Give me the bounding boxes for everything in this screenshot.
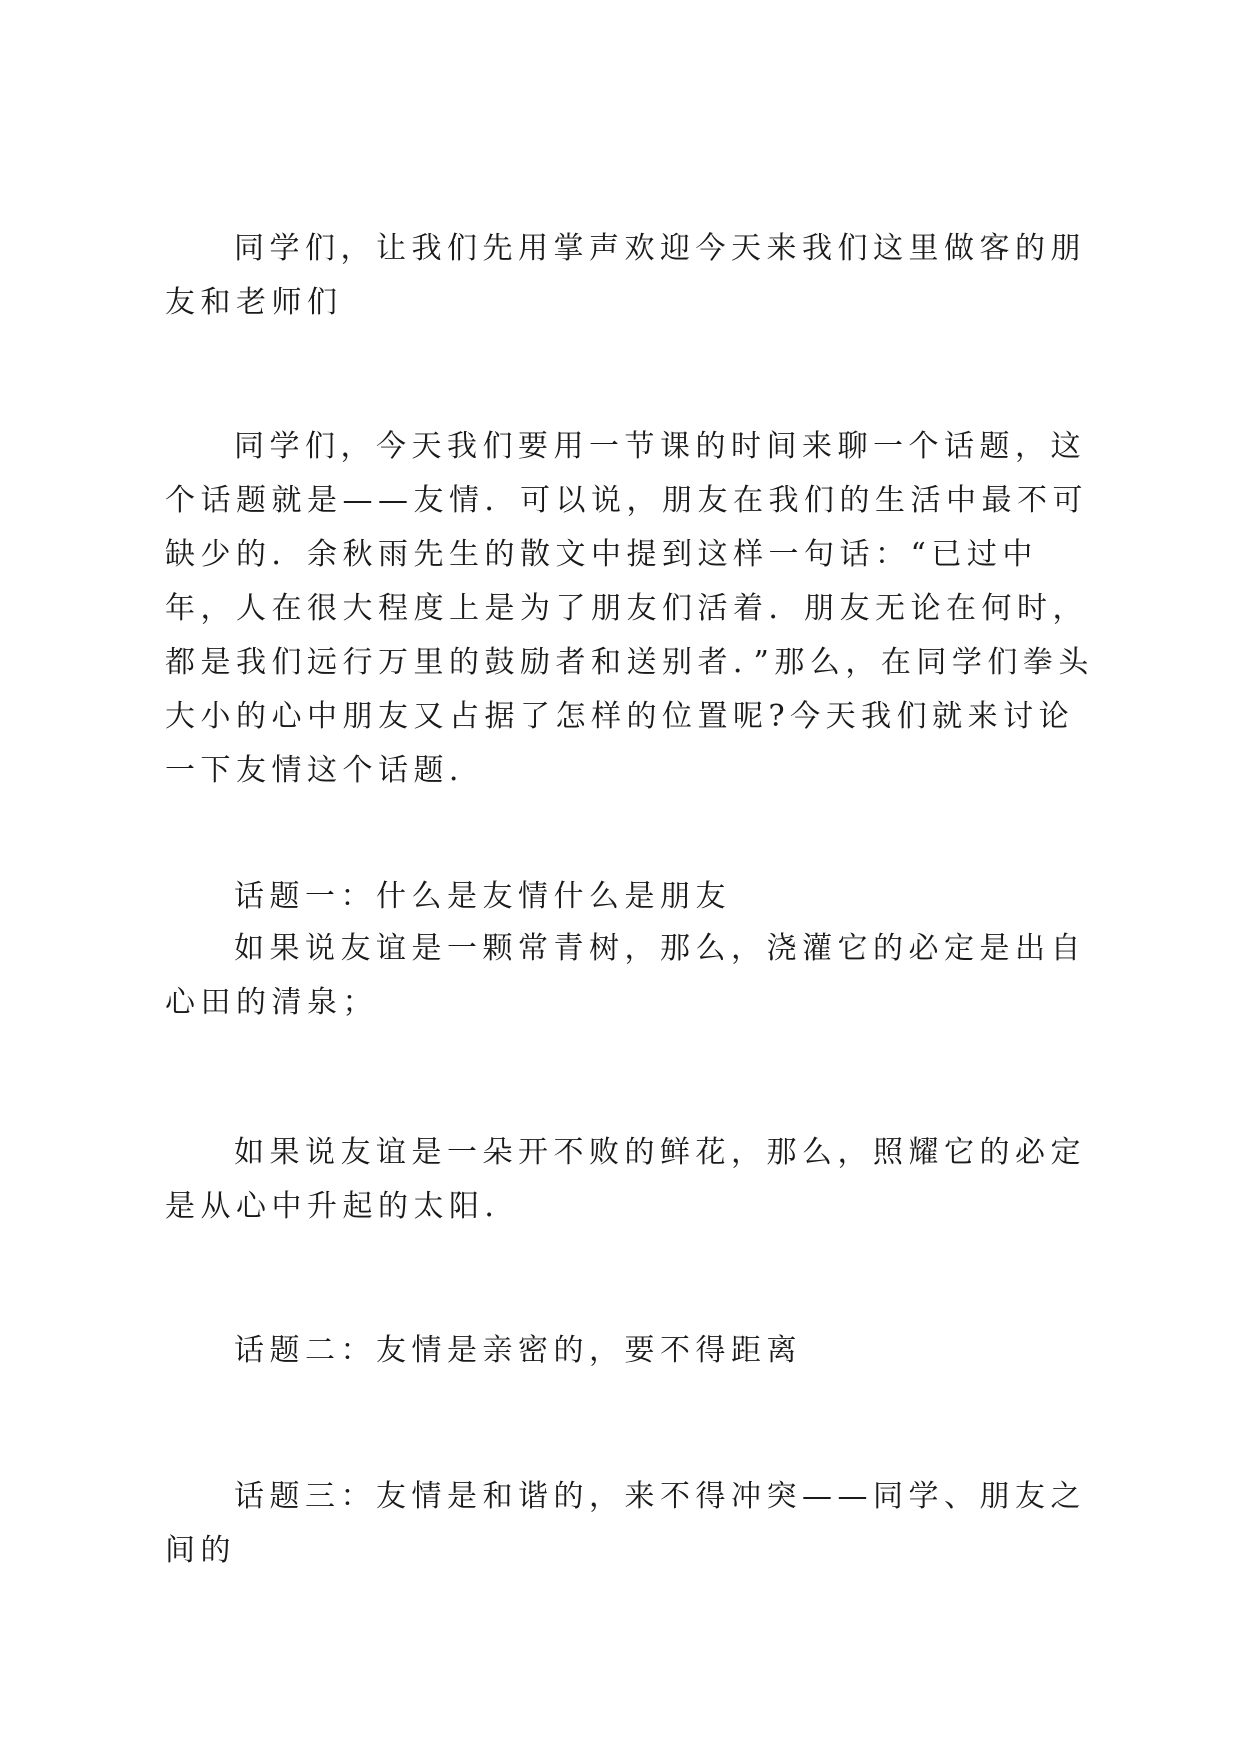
paragraph-evergreen-tree: 如果说友谊是一颗常青树，那么，浇灌它的必定是出自心田的清泉； — [165, 931, 1086, 1020]
paragraph-welcome: 同学们，让我们先用掌声欢迎今天来我们这里做客的朋友和老师们 — [165, 231, 1086, 320]
paragraph-introduction: 同学们，今天我们要用一节课的时间来聊一个话题，这个话题就是——友情．可以说，朋友在我们的生活中最不可缺少的．余秋雨先生的散文中提到这样一句话：“已过中年，人在很大程度上是为了朋友们活着．朋友无论在何时，都是我们远行万里的鼓励者和送别者．”那么，在同学们拳头大小的心中朋友又占据了怎样的位置呢?今天我们就来讨论一下友情这个话题． — [165, 429, 1094, 788]
topic-three-heading: 话题三：友情是和谐的，来不得冲突——同学、朋友之间的 — [165, 1479, 1086, 1568]
paragraph-unfading-flower: 如果说友谊是一朵开不败的鲜花，那么，照耀它的必定是从心中升起的太阳． — [165, 1135, 1086, 1224]
topic-two-heading: 话题二：友情是亲密的，要不得距离 — [234, 1333, 802, 1368]
topic-one-heading: 话题一：什么是友情什么是朋友 — [234, 879, 731, 914]
